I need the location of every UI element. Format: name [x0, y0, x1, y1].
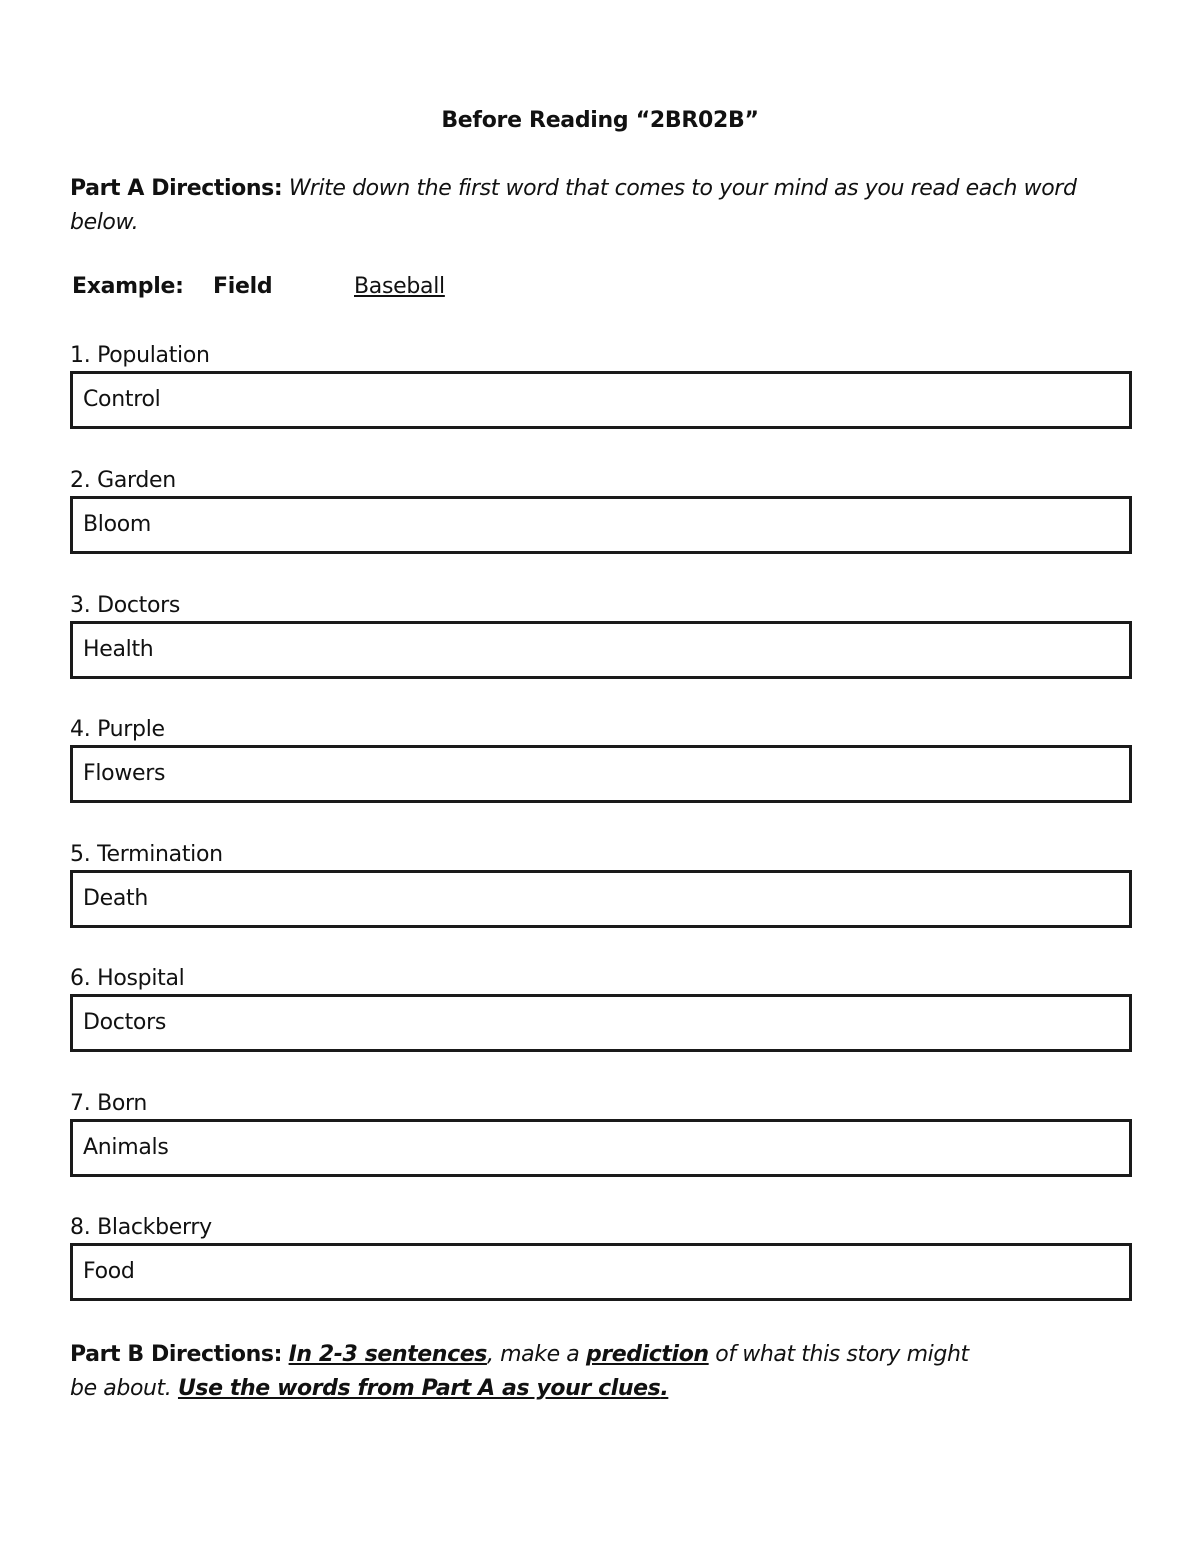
example-answer: Baseball [354, 274, 445, 299]
part-b-emphasis-prediction: prediction [585, 1342, 709, 1367]
word-item-8 [70, 1213, 1132, 1301]
word-label: 4. Purple [70, 717, 165, 742]
part-a-text: Write down the first word that comes to your mind as you read each word below. [70, 176, 1077, 235]
word-item-3 [70, 591, 1132, 679]
answer-field[interactable]: Control [70, 371, 1132, 429]
part-b-directions [70, 1338, 1000, 1406]
word-item-1 [70, 341, 1132, 429]
word-item-7 [70, 1089, 1132, 1177]
part-b-period: . [660, 1376, 669, 1401]
answer-field[interactable]: Animals [70, 1119, 1132, 1177]
word-label: 2. Garden [70, 468, 176, 493]
part-b-label: Part B Directions: [70, 1342, 282, 1367]
word-label: 3. Doctors [70, 593, 181, 618]
page-title: Before Reading “2BR02B” [441, 108, 759, 133]
part-b-emphasis-sentences: In 2-3 sentences [288, 1342, 487, 1367]
word-item-4 [70, 715, 1132, 803]
part-a-label: Part A Directions: [70, 176, 283, 201]
word-label: 1. Population [70, 343, 210, 368]
word-label: 8. Blackberry [70, 1215, 212, 1240]
part-b-text: , make a [486, 1342, 586, 1367]
answer-field[interactable]: Health [70, 621, 1132, 679]
part-b-text: of what this story might be about. [70, 1342, 969, 1401]
answer-field[interactable]: Doctors [70, 994, 1132, 1052]
word-label: 5. Termination [70, 842, 223, 867]
word-item-5 [70, 840, 1132, 928]
answer-field[interactable]: Food [70, 1243, 1132, 1301]
word-label: 6. Hospital [70, 966, 185, 991]
example-label: Example: [72, 274, 184, 299]
part-a-directions [70, 172, 1130, 240]
answer-field[interactable]: Death [70, 870, 1132, 928]
word-item-6 [70, 964, 1132, 1052]
word-label: 7. Born [70, 1091, 148, 1116]
answer-field[interactable]: Bloom [70, 496, 1132, 554]
answer-field[interactable]: Flowers [70, 745, 1132, 803]
word-item-2 [70, 466, 1132, 554]
example-word: Field [213, 274, 273, 299]
part-b-emphasis-clues: Use the words from Part A as your clues [177, 1376, 661, 1401]
